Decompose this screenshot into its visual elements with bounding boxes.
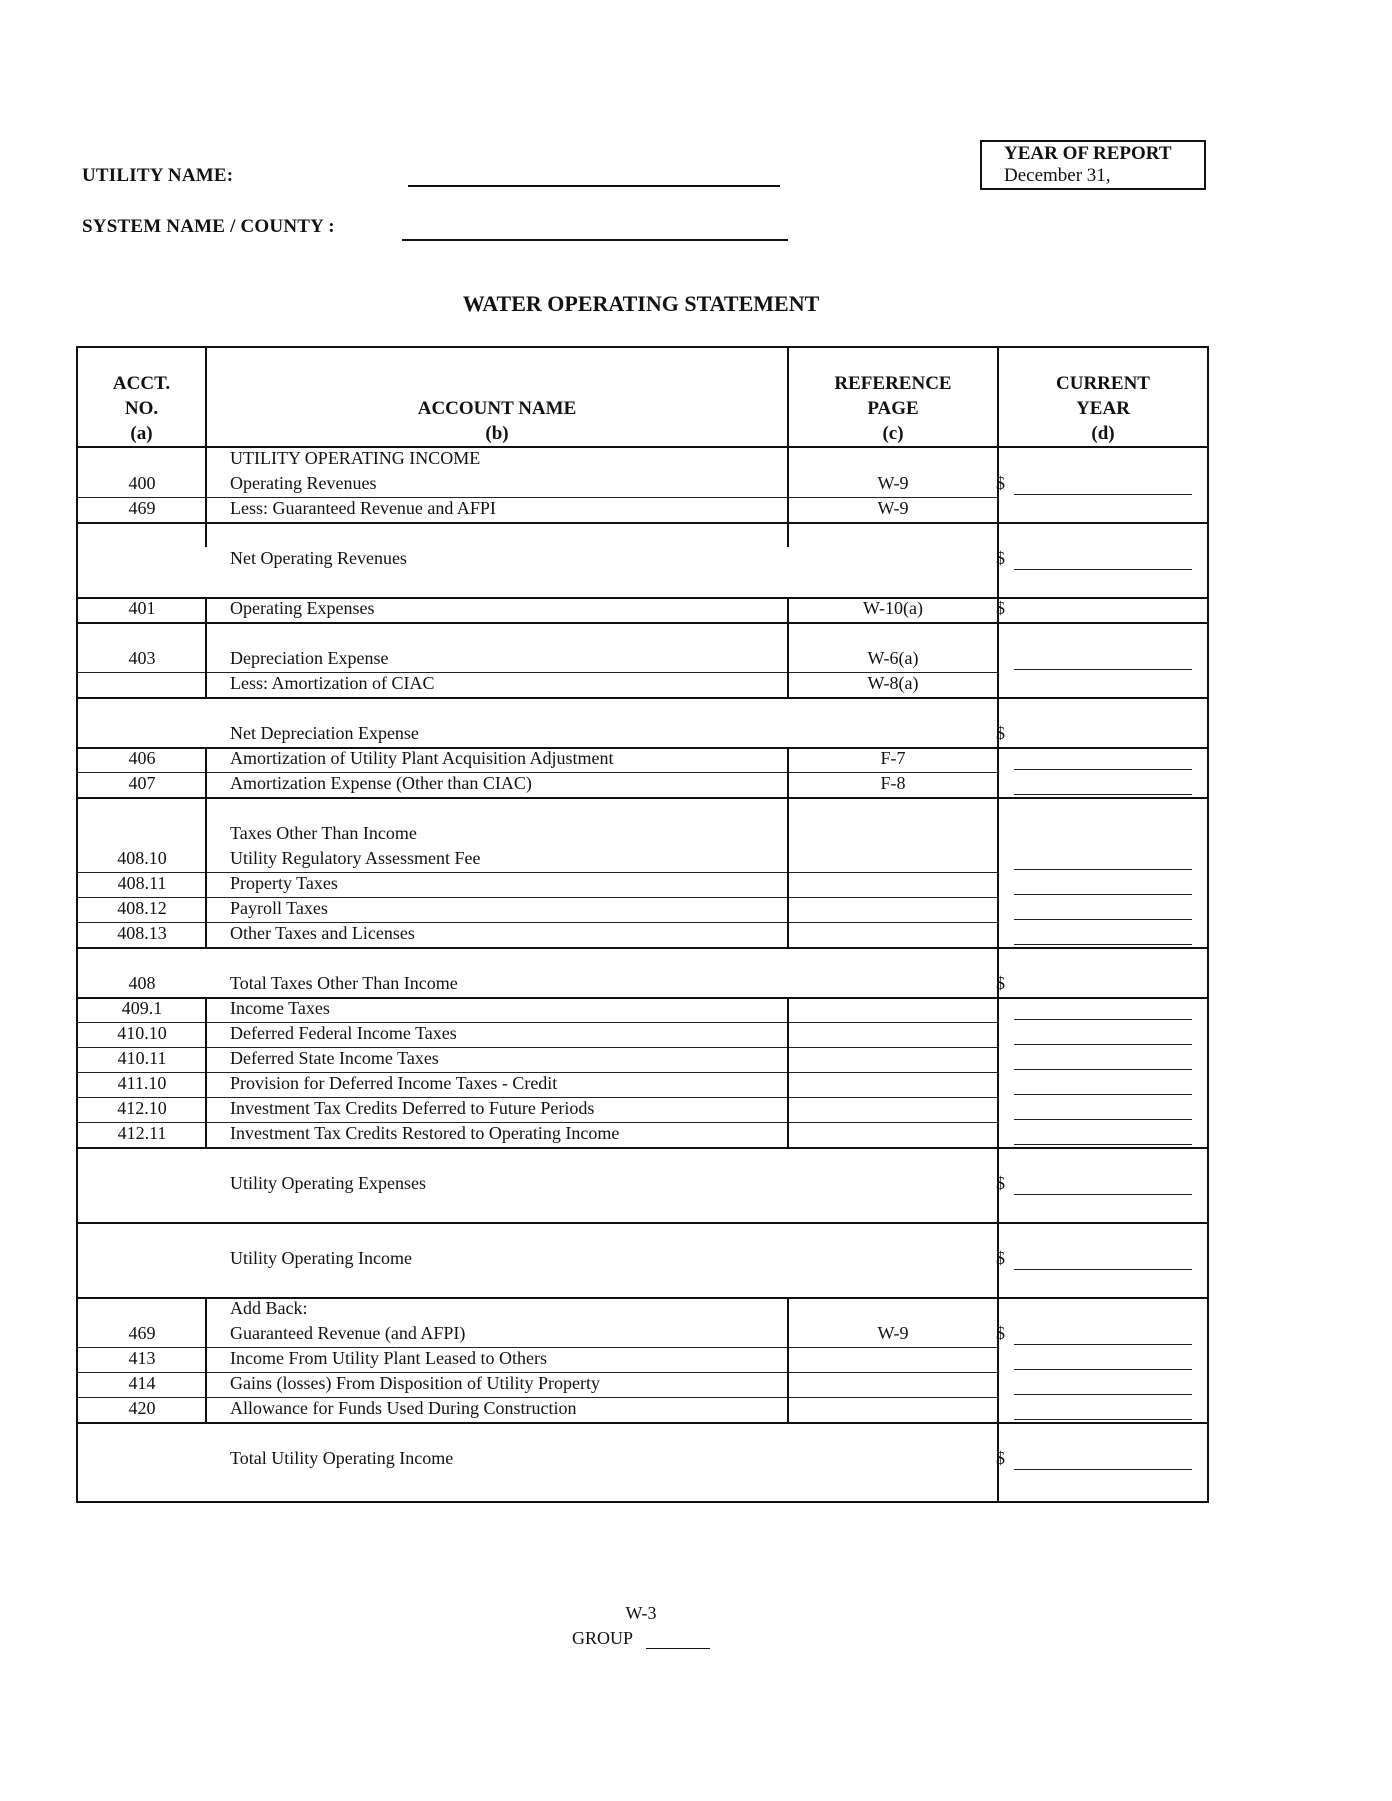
group-field[interactable] [646,1648,710,1649]
account-name: Property Taxes [230,873,338,893]
current-year-field[interactable] [1014,1394,1192,1395]
dollar-sign: $ [996,598,1005,618]
acct-number: 408 [128,973,156,993]
row-rule [76,922,997,923]
row-rule [76,697,1209,699]
account-name: Payroll Taxes [230,898,328,918]
col-header-ref-line3: (c) [882,423,904,444]
dollar-sign: $ [996,1248,1005,1268]
account-name: Income Taxes [230,998,330,1018]
dollar-sign: $ [996,473,1005,493]
utility-name-field[interactable] [408,185,780,187]
row-rule [76,522,1209,524]
account-name: Operating Revenues [230,473,377,493]
col-divider-ref [787,1297,789,1422]
acct-number: 469 [128,1323,156,1343]
current-year-field[interactable] [1014,894,1192,895]
account-name: Gains (losses) From Disposition of Utility Property [230,1373,600,1393]
col-divider-ref [787,522,789,547]
account-name: Amortization of Utility Plant Acquisition Adjustment [230,748,614,768]
table-top-border [76,346,1209,348]
current-year-field[interactable] [1014,494,1192,495]
account-name: Investment Tax Credits Deferred to Future Periods [230,1098,595,1118]
account-name: Less: Amortization of CIAC [230,673,435,693]
table-right-border [1207,346,1209,1503]
acct-number: 413 [128,1348,156,1368]
acct-number: 420 [128,1398,156,1418]
col-divider-acct [205,522,207,547]
acct-number: 411.10 [117,1073,167,1093]
dollar-sign: $ [996,1173,1005,1193]
current-year-field[interactable] [1014,769,1192,770]
col-header-acct-line3: (a) [130,423,153,444]
account-name: Utility Operating Expenses [230,1173,426,1193]
col-header-acct-line1: ACCT. [112,373,171,394]
account-name: Other Taxes and Licenses [230,923,415,943]
page-id: W-3 [625,1603,657,1623]
col-header-name-line1: ACCOUNT NAME [417,398,577,419]
current-year-field[interactable] [1014,1019,1192,1020]
current-year-field[interactable] [1014,1419,1192,1420]
col-header-name [207,396,787,446]
row-rule [76,1022,997,1023]
account-name: Income From Utility Plant Leased to Others [230,1348,547,1368]
account-name: Investment Tax Credits Restored to Operating Income [230,1123,620,1143]
row-rule [76,947,1209,949]
dollar-sign: $ [996,1323,1005,1343]
col-header-name-line2: (b) [485,423,509,444]
current-year-field[interactable] [1014,869,1192,870]
current-year-field[interactable] [1014,1044,1192,1045]
current-year-field[interactable] [1014,1119,1192,1120]
account-name: Provision for Deferred Income Taxes - Credit [230,1073,558,1093]
acct-number: 409.1 [121,998,163,1018]
group-label: GROUP [572,1628,634,1648]
acct-number: 408.12 [117,898,167,918]
system-name-label: SYSTEM NAME / COUNTY : [82,216,335,237]
dollar-sign: $ [996,548,1005,568]
col-divider-ref [787,997,789,1147]
row-rule [76,1501,1209,1503]
year-of-report-label: YEAR OF REPORT [1004,143,1172,164]
row-rule [76,622,1209,624]
current-year-field[interactable] [1014,1094,1192,1095]
reference-page: W-10(a) [863,598,923,618]
utility-name-label: UTILITY NAME: [82,165,234,186]
account-name: Allowance for Funds Used During Construction [230,1398,577,1418]
reference-page: W-9 [877,473,909,493]
row-rule [76,1147,1209,1149]
current-year-field[interactable] [1014,569,1192,570]
current-year-field[interactable] [1014,944,1192,945]
reference-page: F-7 [880,748,906,768]
current-year-field[interactable] [1014,1144,1192,1145]
reference-page: W-8(a) [867,673,919,693]
acct-number: 400 [128,473,156,493]
row-rule [76,897,997,898]
reference-page: W-9 [877,498,909,518]
acct-number: 408.13 [117,923,167,943]
acct-number: 410.10 [117,1023,167,1043]
acct-number: 403 [128,648,156,668]
row-rule [76,872,997,873]
account-name: Net Depreciation Expense [230,723,419,743]
current-year-field[interactable] [1014,919,1192,920]
account-name: Taxes Other Than Income [230,823,417,843]
row-rule [76,1222,1209,1224]
col-header-ref-line1: REFERENCE [834,373,952,394]
col-header-ref [789,371,997,446]
col-header-year-line1: CURRENT [1056,373,1150,394]
current-year-field[interactable] [1014,1269,1192,1270]
acct-number: 414 [128,1373,156,1393]
current-year-field[interactable] [1014,1069,1192,1070]
row-rule [76,797,1209,799]
year-of-report-date: December 31, [1004,165,1111,186]
dollar-sign: $ [996,723,1005,743]
current-year-field[interactable] [1014,1194,1192,1195]
acct-number: 412.11 [117,1123,167,1143]
account-name: Operating Expenses [230,598,375,618]
acct-number: 408.10 [117,848,167,868]
col-header-acct [78,371,205,446]
acct-number: 407 [128,773,156,793]
row-rule [76,1422,1209,1424]
account-name: Net Operating Revenues [230,548,407,568]
account-name: Total Utility Operating Income [230,1448,454,1468]
account-name: Utility Operating Income [230,1248,412,1268]
col-header-year-line3: (d) [1091,423,1115,444]
row-rule [76,1047,997,1048]
acct-number: 412.10 [117,1098,167,1118]
account-name: Add Back: [230,1298,308,1318]
acct-number: 410.11 [117,1048,167,1068]
account-name: Amortization Expense (Other than CIAC) [230,773,532,793]
account-name: Total Taxes Other Than Income [230,973,458,993]
current-year-field[interactable] [1014,794,1192,795]
col-header-acct-line2: NO. [124,398,159,419]
current-year-field[interactable] [1014,1369,1192,1370]
reference-page: W-6(a) [867,648,919,668]
year-of-report-box [980,140,1206,190]
system-name-field[interactable] [402,239,788,241]
col-header-ref-line2: PAGE [867,398,919,419]
account-name: Guaranteed Revenue (and AFPI) [230,1323,466,1343]
reference-page: F-8 [880,773,906,793]
page-title: WATER OPERATING STATEMENT [462,291,820,316]
dollar-sign: $ [996,973,1005,993]
account-name: Depreciation Expense [230,648,389,668]
acct-number: 469 [128,498,156,518]
account-name: Deferred State Income Taxes [230,1048,439,1068]
account-name: UTILITY OPERATING INCOME [230,448,481,468]
reference-page: W-9 [877,1323,909,1343]
account-name: Utility Regulatory Assessment Fee [230,848,481,868]
current-year-field[interactable] [1014,1469,1192,1470]
acct-number: 406 [128,748,156,768]
acct-number: 401 [128,598,156,618]
acct-number: 408.11 [117,873,167,893]
dollar-sign: $ [996,1448,1005,1468]
col-header-year [999,371,1207,446]
col-header-year-line2: YEAR [1076,398,1130,419]
account-name: Less: Guaranteed Revenue and AFPI [230,498,496,518]
account-name: Deferred Federal Income Taxes [230,1023,457,1043]
current-year-field[interactable] [1014,669,1192,670]
current-year-field[interactable] [1014,1344,1192,1345]
